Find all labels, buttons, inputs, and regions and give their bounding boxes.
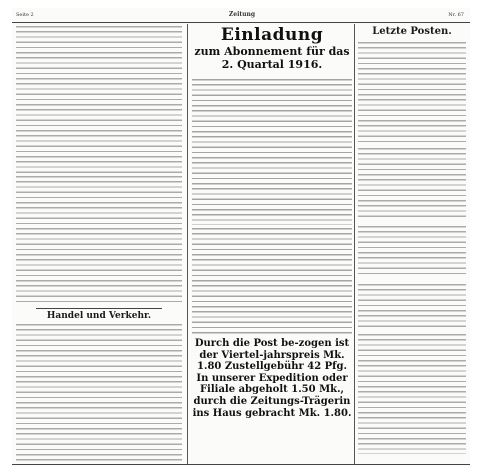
news-text-block (358, 226, 466, 278)
article-text-block (16, 176, 182, 306)
news-text-block (358, 334, 466, 454)
column-divider (187, 24, 188, 464)
invitation-title: Einladung (220, 26, 324, 45)
column-left (16, 26, 182, 462)
page-number: Seite 2 (16, 12, 34, 18)
subscription-price-notice: Durch die Post be-zogen ist der Viertel-jahrspreis Mk. 1.80 Zustellgebühr 42 Pfg. In unserer Expedition oder Filiale abgeholt 1.50 Mk., durch die Zeitungs-Trägerin ins Haus gebracht Mk. 1.80. (192, 338, 352, 419)
latest-news-title: Letzte Posten. (372, 26, 452, 37)
column-center-subscription (192, 26, 352, 464)
column-divider (354, 24, 355, 464)
invitation-quarter: 2. Quartal 1916. (221, 58, 323, 71)
section-rule (36, 308, 162, 309)
newspaper-page (12, 8, 470, 466)
news-text-block (358, 42, 466, 142)
news-text-block (358, 284, 466, 328)
page-header (12, 8, 470, 22)
masthead-title: Zeitung (228, 11, 256, 18)
news-text-block (358, 148, 466, 220)
market-report-text (16, 324, 182, 462)
header-rule (12, 22, 470, 23)
section-title-trade: Handel und Verkehr. (46, 311, 152, 321)
invitation-subtitle: zum Abonnement für das (194, 45, 350, 58)
article-text-block (16, 26, 182, 174)
invitation-body-text (192, 79, 352, 225)
issue-number: Nr. 67 (448, 12, 464, 18)
footer-rule (12, 464, 470, 465)
column-right-news (358, 26, 466, 460)
invitation-body-text (192, 228, 352, 334)
